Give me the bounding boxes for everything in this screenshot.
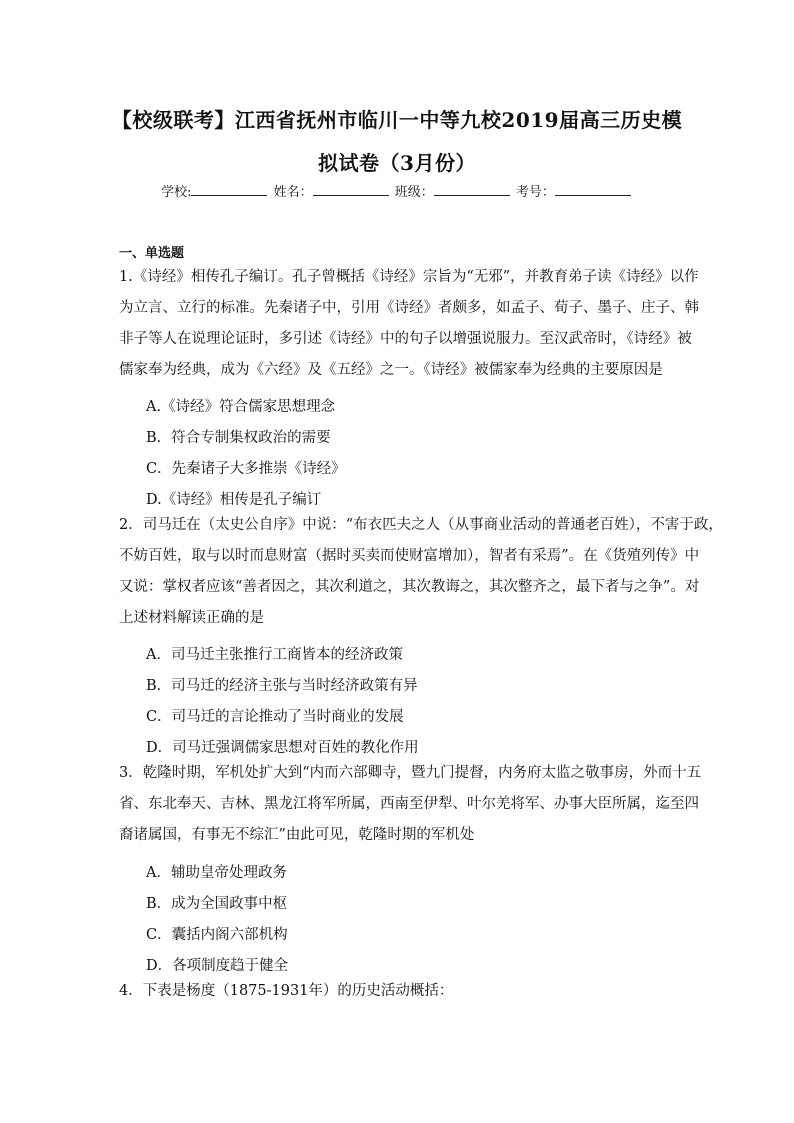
question-1-line: 非子等人在说理论证时，多引述《诗经》中的句子以增强说服力。至汉武帝时，《诗经》被: [119, 331, 692, 347]
class-label: 班级：: [394, 185, 434, 200]
school-blank: [191, 183, 267, 196]
question-3-option-c: C．囊括内阁六部机构: [146, 927, 288, 943]
question-1-line: 为立言、立行的标准。先秦诸子中，引用《诗经》者颇多，如孟子、荀子、墨子、庄子、韩: [119, 300, 699, 316]
question-2-line: 2．司马迁在（太史公自序》中说：“布衣匹夫之人（从事商业活动的普通老百姓），不害于政，: [119, 517, 723, 533]
question-1-option-a: A.《诗经》符合儒家思想理念: [146, 399, 336, 415]
question-1-option-c: C．先秦诸子大多推崇《诗经》: [146, 461, 346, 477]
question-3-option-b: B．成为全国政事中枢: [146, 896, 288, 912]
question-2-line: 上述材料解读正确的是: [119, 610, 264, 626]
question-2-line: 又说：掌权者应该“善者因之，其次利道之，其次教诲之，其次整齐之，最下者与之争”。对: [119, 579, 700, 595]
name-blank: [313, 183, 389, 196]
section-heading: 一、单选题: [119, 246, 185, 261]
question-1-option-b: B．符合专制集权政治的需要: [146, 430, 331, 446]
question-2-line: 不妨百姓，取与以时而息财富（据时买卖而使财富增加），智者有采焉”。在《货殖列传》中: [119, 548, 700, 564]
class-blank: [434, 183, 510, 196]
exam-title-line-2: 拟试卷（3月份）: [318, 151, 476, 175]
question-4-line: 4．下表是杨度（1875-1931年）的历史活动概括：: [119, 983, 454, 999]
question-1-line: 1.《诗经》相传孔子编订。孔子曾概括《诗经》宗旨为“无邪”，并教育弟子读《诗经》以作: [119, 269, 699, 285]
student-info-row: [0, 181, 794, 200]
number-blank: [555, 183, 631, 196]
question-2-option-b: B．司马迁的经济主张与当时经济政策有异: [146, 678, 418, 694]
question-3-option-a: A．辅助皇帝处理政务: [146, 865, 287, 881]
exam-title-line-1: 【校级联考】江西省抚州市临川一中等九校2019届高三历史模: [111, 108, 683, 132]
question-2-option-a: A．司马迁主张推行工商皆本的经济政策: [146, 647, 403, 663]
question-3-line: 3．乾隆时期，军机处扩大到“内而六部卿寺，暨九门提督，内务府太监之敬事房，外而十五: [119, 765, 702, 781]
question-3-line: 裔诸属国，有事无不综汇”由此可见，乾隆时期的军机处: [119, 827, 475, 843]
name-label: 姓名：: [273, 185, 313, 200]
question-2-option-c: C．司马迁的言论推动了当时商业的发展: [146, 709, 404, 725]
question-3-line: 省、东北奉天、吉林、黑龙江将军所属，西南至伊犁、叶尔羌将军、办事大臣所属，迄至四: [119, 796, 699, 812]
question-1-option-d: D.《诗经》相传是孔子编订: [146, 492, 322, 508]
question-1-line: 儒家奉为经典，成为《六经》及《五经》之一。《诗经》被儒家奉为经典的主要原因是: [119, 362, 663, 378]
question-2-option-d: D．司马迁强调儒家思想对百姓的教化作用: [146, 740, 419, 756]
school-label: 学校:: [161, 185, 192, 200]
number-label: 考号：: [515, 185, 555, 200]
question-3-option-d: D．各项制度趋于健全: [146, 958, 289, 974]
